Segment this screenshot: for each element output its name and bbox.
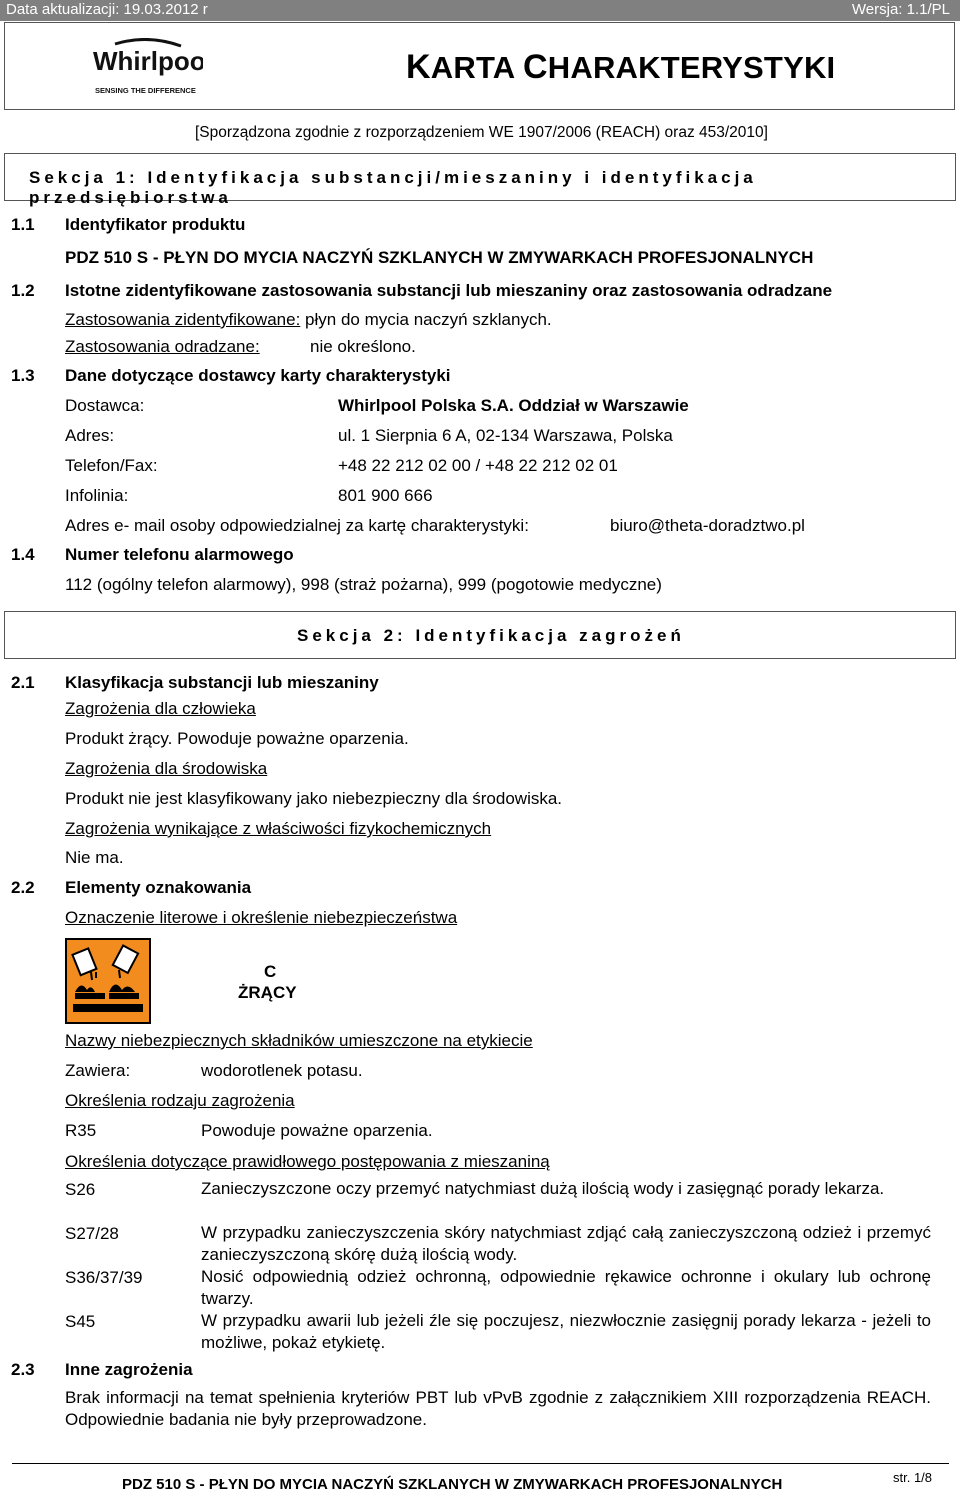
corrosive-pictogram-icon [65,938,151,1024]
email-label: Adres e- mail osoby odpowiedzialnej za kartę charakterystyki: [65,516,529,535]
s-phrase-code: S26 [65,1180,96,1199]
s-phrase-code: S36/37/39 [65,1268,143,1287]
section-1-header: Sekcja 1: Identyfikacja substancji/mieszaniny i identyfikacja przedsiębiorstwa [4,153,956,201]
section-heading: Istotne zidentyfikowane zastosowania substancji lub mieszaniny oraz zastosowania odradzane [65,281,833,300]
phone-value: +48 22 212 02 00 / +48 22 212 02 01 [338,456,618,475]
contains-value: wodorotlenek potasu. [201,1061,363,1080]
human-hazards-label: Zagrożenia dla człowieka [65,699,256,718]
section-number: 2.1 [11,673,35,692]
env-hazards-text: Produkt nie jest klasyfikowany jako niebezpieczny dla środowiska. [65,789,563,808]
email-value[interactable]: biuro@theta-doradztwo.pl [610,516,805,535]
section-heading: Dane dotyczące dostawcy karty charakterystyki [65,366,451,385]
update-date: Data aktualizacji: 19.03.2012 r [6,1,208,18]
logo-tagline: SENSING THE DIFFERENCE [95,86,196,95]
r-code: R35 [65,1121,97,1140]
s-phrase-code: S27/28 [65,1224,119,1243]
components-label: Nazwy niebezpiecznych składników umieszczone na etykiecie [65,1031,533,1050]
section-heading: Elementy oznakowania [65,878,252,897]
advised-uses-value: nie określono. [310,337,416,356]
human-hazards-text: Produkt żrący. Powoduje poważne oparzenia. [65,729,409,748]
hotline-label: Infolinia: [65,486,129,505]
r-phrases-label: Określenia rodzaju zagrożenia [65,1091,295,1110]
logo-brand: Whirlpool [93,46,203,76]
s-phrase-text: Nosić odpowiednią odzież ochronną, odpowiednie rękawice ochronne i okulary lub ochronę twarzy. [201,1267,931,1308]
top-info-bar [0,0,960,21]
symbol-letter: C [264,962,277,981]
advised-uses-label: Zastosowania odradzane: [65,337,260,356]
version: Wersja: 1.1/PL [851,1,950,18]
section-heading: Inne zagrożenia [65,1360,193,1379]
s-phrase-text: W przypadku zanieczyszczenia skóry natychmiast zdjąć całą zanieczyszczoną odzież i przemyć zanieczyszczoną skórę dużą ilością wody. [201,1223,931,1264]
other-hazards-text: Brak informacji na temat spełnienia kryteriów PBT lub vPvB zgodnie z załącznikiem XIII rozporządzenia REACH. Odpowiednie badania nie były przeprowadzone. [65,1388,931,1429]
phone-label: Telefon/Fax: [65,456,158,475]
s-phrase-text: W przypadku awarii lub jeżeli źle się poczujesz, niezwłocznie zasięgnij porady lekarza - jeżeli to możliwe, pokaż etykietę. [201,1311,931,1352]
hotline-value: 801 900 666 [338,486,433,505]
identified-uses: Zastosowania zidentyfikowane: płyn do mycia naczyń szklanych. [65,310,552,329]
section-heading: Numer telefonu alarmowego [65,545,294,564]
section-2-header: Sekcja 2: Identyfikacja zagrożeń [4,611,956,659]
env-hazards-label: Zagrożenia dla środowiska [65,759,268,778]
section-number: 1.1 [11,215,35,234]
section-number: 2.3 [11,1360,35,1379]
emergency-numbers: 112 (ogólny telefon alarmowy), 998 (straż pożarna), 999 (pogotowie medyczne) [65,575,662,594]
contains-label: Zawiera: [65,1061,131,1080]
whirlpool-logo [93,38,203,98]
document-title: KARTA CHARAKTERYSTYKI [406,48,836,86]
section-number: 2.2 [11,878,35,897]
symbol-text: ŻRĄCY [238,983,297,1002]
regulation-note: [Sporządzona zgodnie z rozporządzeniem WE 1907/2006 (REACH) oraz 453/2010] [195,124,768,141]
section-heading: Identyfikator produktu [65,215,246,234]
phys-hazards-label: Zagrożenia wynikające z właściwości fizykochemicznych [65,819,492,838]
symbol-label: Oznaczenie literowe i określenie niebezpieczeństwa [65,908,458,927]
s-phrase-text: Zanieczyszczone oczy przemyć natychmiast dużą ilością wody i zasięgnąć porady lekarza. [201,1179,885,1198]
address-label: Adres: [65,426,115,445]
address-value: ul. 1 Sierpnia 6 A, 02-134 Warszawa, Polska [338,426,673,445]
supplier-value: Whirlpool Polska S.A. Oddział w Warszawie [338,396,689,415]
phys-hazards-text: Nie ma. [65,848,124,867]
supplier-label: Dostawca: [65,396,145,415]
whirlpool-logo-mark [93,38,203,98]
r-text: Powoduje poważne oparzenia. [201,1121,433,1140]
s-phrases-label: Określenia dotyczące prawidłowego postępowania z mieszaniną [65,1152,550,1171]
section-number: 1.2 [11,281,35,300]
product-name: PDZ 510 S - PŁYN DO MYCIA NACZYŃ SZKLANYCH W ZMYWARKACH PROFESJONALNYCH [65,248,814,267]
section-number: 1.4 [11,545,35,564]
s-phrase-code: S45 [65,1312,96,1331]
section-number: 1.3 [11,366,35,385]
footer-divider [12,1463,949,1464]
page-number: str. 1/8 [893,1470,933,1485]
footer-product: PDZ 510 S - PŁYN DO MYCIA NACZYŃ SZKLANYCH W ZMYWARKACH PROFESJONALNYCH [122,1476,783,1493]
section-heading: Klasyfikacja substancji lub mieszaniny [65,673,379,692]
